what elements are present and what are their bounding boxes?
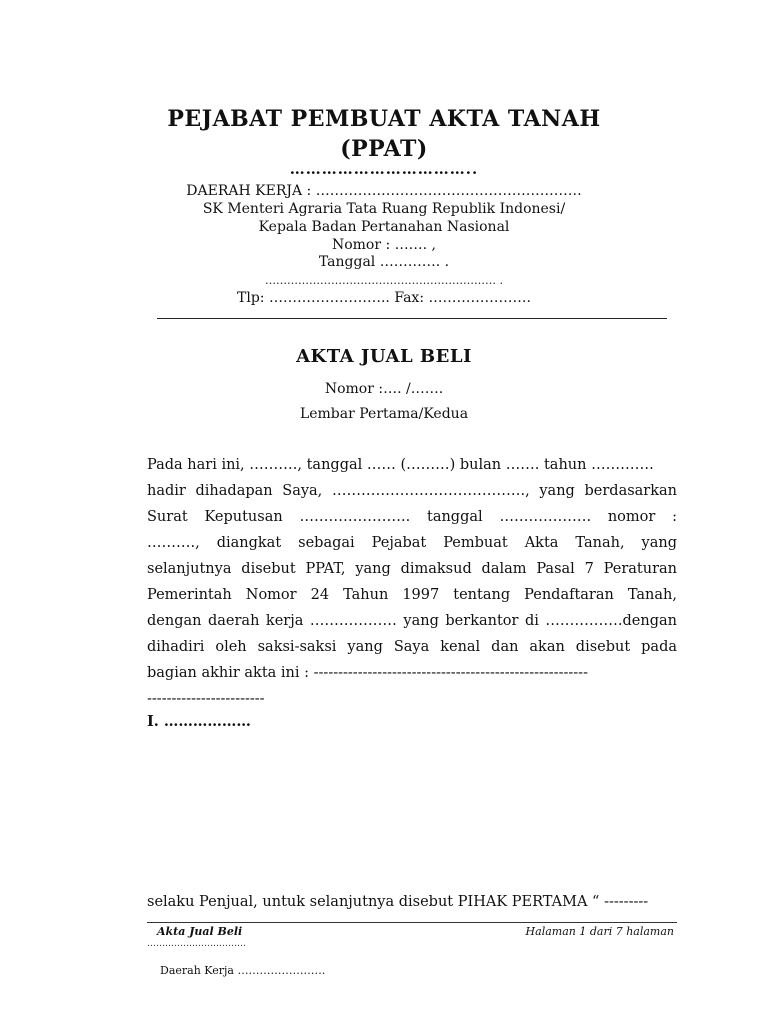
address-placeholder: ……………………………………………………… . bbox=[265, 274, 503, 287]
body-line: dengan daerah kerja ……………… yang berkantor di …………….dengan bbox=[147, 613, 677, 629]
body-line: hadir dihadapan Saya, …………………………………., yang berdasarkan bbox=[147, 483, 677, 499]
body-line: selanjutnya disebut PPAT, yang dimaksud dalam Pasal 7 Peraturan bbox=[147, 561, 677, 577]
ppat-title: PEJABAT PEMBUAT AKTA TANAH bbox=[167, 106, 601, 132]
footer-page-info: Halaman 1 dari 7 halaman bbox=[525, 925, 674, 938]
body-line: Pada hari ini, ………., tanggal …… (………) bulan ……. tahun …………. bbox=[147, 457, 654, 473]
footer-document-name: Akta Jual Beli bbox=[157, 925, 243, 938]
footer-divider bbox=[147, 922, 677, 923]
body-line: dihadiri oleh saksi-saksi yang Saya kenal dan akan disebut pada bbox=[147, 639, 677, 655]
footer-daerah-kerja: Daerah Kerja …………………… bbox=[160, 964, 326, 977]
body-line: ------------------------ bbox=[147, 691, 265, 707]
contact-line: Tlp: …………………….. Fax: …………………. bbox=[237, 290, 531, 306]
header-divider bbox=[157, 318, 667, 319]
document-number: Nomor :…. /……. bbox=[324, 381, 444, 397]
seller-clause: selaku Penjual, untuk selanjutnya disebut PIHAK PERTAMA “ --------- bbox=[147, 894, 649, 910]
document-title: AKTA JUAL BELI bbox=[296, 346, 472, 367]
document-copy-label: Lembar Pertama/Kedua bbox=[299, 406, 469, 422]
ppat-name-placeholder: …………………………….. bbox=[289, 160, 479, 178]
sk-nomor: Nomor : ……. , bbox=[331, 237, 437, 253]
body-line: bagian akhir akta ini : -------------------------------------------------------- bbox=[147, 665, 588, 681]
ppat-abbreviation: (PPAT) bbox=[340, 136, 428, 162]
body-line: Surat Keputusan ………………….. tanggal ………………. nomor : bbox=[147, 509, 677, 525]
sk-line-1: SK Menteri Agraria Tata Ruang Republik Indonesi/ bbox=[202, 201, 566, 217]
party-one-item: I. ……………… bbox=[147, 713, 251, 730]
footer-dots: …………………………… bbox=[147, 939, 246, 949]
sk-line-2: Kepala Badan Pertanahan Nasional bbox=[258, 219, 510, 235]
daerah-kerja-line: DAERAH KERJA : ………………………………………………… bbox=[186, 183, 582, 199]
body-line: Pemerintah Nomor 24 Tahun 1997 tentang Pendaftaran Tanah, bbox=[147, 587, 677, 603]
body-line: ………., diangkat sebagai Pejabat Pembuat Akta Tanah, yang bbox=[147, 535, 677, 551]
sk-tanggal: Tanggal …………. . bbox=[318, 254, 450, 270]
